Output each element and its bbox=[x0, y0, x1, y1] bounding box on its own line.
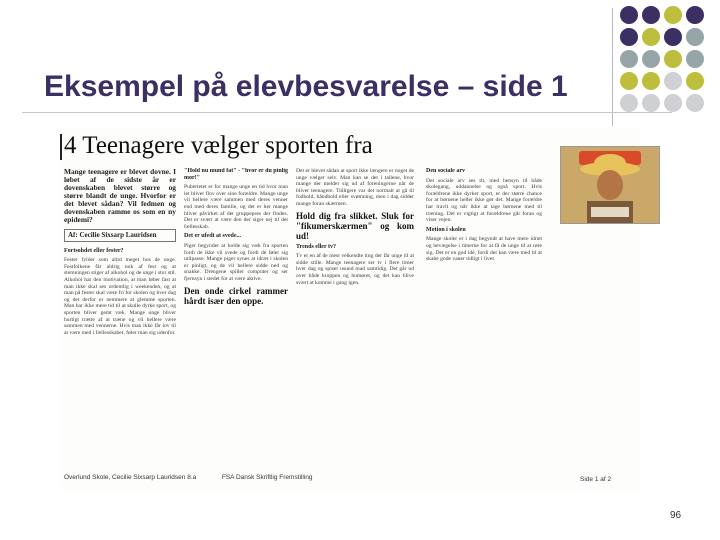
dot bbox=[664, 94, 682, 112]
pull-quote: Hold dig fra slikket. Sluk for "fikumerskærmen" og kom ud! bbox=[296, 210, 414, 241]
article-footer bbox=[64, 474, 313, 481]
dot bbox=[642, 50, 660, 68]
body-text: Det er blevet sådan at sport ikke længere er noget de unge vælger selv. Man kan se det i tallene, hvor mange der melder sig ud af foreningerne når de bliver teenagere. Tidligere var det normalt at gå til fodbold, håndbold eller svømning, men i dag sidder mange foran skærmen. bbox=[296, 168, 414, 207]
body-text: Pubertetet er for mange unge en tid hvor man let bliver flov over sine forældre. Mange unge vil hellere være sammen med deres venner end med deres familie, og det er her mange bliver påvirket af det gruppepres der findes. Det er svært at være den der siger nej til det fællesskab. bbox=[184, 184, 288, 230]
dot bbox=[686, 6, 704, 24]
dot bbox=[620, 6, 638, 24]
article-column-2 bbox=[184, 168, 288, 468]
dot bbox=[642, 28, 660, 46]
dot bbox=[686, 50, 704, 68]
dot bbox=[664, 50, 682, 68]
body-text: Fester fylder som altid meget hos de unge. Festfolkene får aldrig nok af fest og at stemningen stiger af alkohol og de unge i stor stil. Alkohol har den motivation, at man løber fast at man ikke skal ses ordentlig i weekenden, og at man på fester skal være fri for skolen og hver dag og det derfor er nemmere at glemme sporten. Man har ikke mere tid til at skulle dyrke sport, og sporten bliver gemt væk. Mange unge bliver hurtigt trætte af at træne og vil hellere være sammen med vennerne. Hvis man ikke får lov til at være med i fællesskabet, føler man sig udenfor. bbox=[64, 257, 176, 336]
pull-quote: Den onde cirkel rammer hårdt især den oppe. bbox=[184, 285, 288, 306]
portrait-illustration bbox=[561, 147, 659, 223]
article-portrait-image bbox=[560, 146, 660, 224]
quote-heading: "Hold nu mund fat" - "hvor er du pinlig mor!" bbox=[184, 168, 288, 181]
dot bbox=[620, 72, 638, 90]
slide-title: Eksempel på elevbesvarelse – side 1 bbox=[44, 70, 568, 103]
dot bbox=[664, 28, 682, 46]
body-text: Tv er en af de mest velkendte ting der får unge til at sidde stille. Mange teenagere ser tv i flere timer hver dag og spiser usund mad samtidig. Det går ud over både kroppen og humøret, og det kan blive svært at komme i gang igen. bbox=[296, 253, 414, 286]
article-column-3 bbox=[296, 168, 414, 468]
dot bbox=[686, 94, 704, 112]
article-headline: 4 Teenagere vælger sporten fra bbox=[64, 132, 373, 159]
scanned-article bbox=[60, 128, 640, 490]
dot bbox=[664, 6, 682, 24]
article-column-4 bbox=[426, 168, 542, 468]
dot bbox=[686, 72, 704, 90]
body-text: Mange skoler er i dag begyndt at have mere idræt og bevægelse i timerne for at få de unge til at røre sig. Det er en god idé, fordi det kan være med til at skabe gode vaner tidligt i livet. bbox=[426, 236, 542, 263]
dot bbox=[664, 72, 682, 90]
footer-page: Side 1 af 2 bbox=[580, 476, 612, 483]
title-divider-horizontal bbox=[22, 112, 672, 113]
section-heading: Trends eller tv? bbox=[296, 243, 336, 250]
footer-school: Overlund Skole, Cecilie Sixsarp Lauridsen 8.a bbox=[64, 474, 197, 481]
section-heading: Det er ufedt at svede... bbox=[184, 233, 242, 240]
section-heading: Fortsohdet eller fester? bbox=[64, 247, 124, 254]
body-text: Piger begynder at holde sig væk fra sporten fordi de ikke vil svede og fordi de føler sig utilpasse. Mange piger synes at idræt i skolen er pinligt, og de vil hellere sidde ned og snakke. Drengene spiller computer og ser fjernsyn i stedet for at være aktive. bbox=[184, 242, 288, 282]
dot bbox=[686, 28, 704, 46]
article-column-1 bbox=[64, 168, 176, 468]
body-text: Det sociale arv ses tit, med hensyn til både skolegang, uddannelse og også sport. Hvis forældrene ikke dyrker sport, er der større chance for at børnene heller ikke gør det. Mange forældre har travlt og når ikke at tage børnene med til træning. Det er vigtigt at forældrene går foran og viser vejen. bbox=[426, 177, 542, 224]
article-lead: Mange teenagere er blevet dovne. I løbet af de sidste år er dovenskaben blevet større og større blandt de unge. Hvorfor er det blevet sådan? Vil fedmen og dovenskaben ramme os som en ny epidemi? bbox=[64, 168, 176, 224]
dot bbox=[642, 94, 660, 112]
dot bbox=[620, 50, 638, 68]
dot bbox=[620, 28, 638, 46]
footer-exam: FSA Dansk Skriftlig Fremstilling bbox=[221, 474, 313, 481]
section-heading: Den sociale arv bbox=[426, 168, 465, 174]
headline-bar bbox=[60, 134, 62, 160]
dot bbox=[620, 94, 638, 112]
article-byline: Af: Cecilie Sixsarp Lauridsen bbox=[64, 229, 176, 242]
section-heading: Motion i skolen bbox=[426, 226, 466, 233]
dot bbox=[642, 6, 660, 24]
title-divider-vertical bbox=[612, 8, 613, 126]
page-number: 96 bbox=[670, 510, 682, 521]
dot bbox=[642, 72, 660, 90]
